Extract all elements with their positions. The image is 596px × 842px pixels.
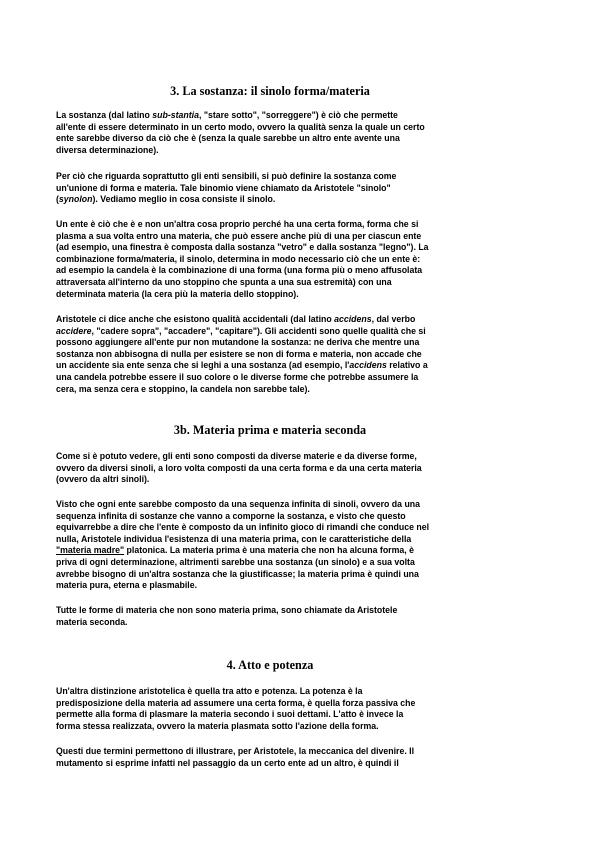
text-line [56,557,486,569]
hyperlink-materia-madre[interactable]: "materia madre" [56,545,125,556]
paragraph-accidenti [56,314,486,395]
text-line [56,534,486,546]
text-run: cera, ma senza cera e stoppino, la candela non sarebbe tale). [56,383,310,394]
text-line [56,372,486,384]
text-line [56,133,486,145]
section-heading-materia-prima: 3b. Materia prima e materia seconda [173,423,367,437]
italic-term: accidere [56,325,92,336]
paragraph-materia-seconda [56,605,486,628]
text-run: Un'altra distinzione aristotelica è quella tra atto e potenza. La potenza è la [56,686,363,696]
italic-term: synolon [58,194,93,205]
text-line [56,171,486,183]
text-line [56,384,486,396]
text-run: nulla, Aristotele individua l'esistenza di una materia prima, con le caratteristiche della [56,533,412,544]
text-run: platonica. La materia prima è una materia che non ha alcuna forma, è [124,545,414,556]
text-run: Come si è potuto vedere, gli enti sono composti da diverse materie e da diverse forme, [56,451,417,461]
text-line [56,110,486,122]
text-run: La sostanza (dal latino [56,110,153,120]
text-run: attraversata all'interno da uno stoppino che spunta a una sua estremità) con una [56,276,392,287]
text-run: priva di ogni determinazione, altrimenti sarebbe una sostanza (un sinolo) e a sua volta [56,556,415,567]
text-line [56,314,486,326]
text-run: mutamento si esprime infatti nel passaggio da un certo ente ad un altro, è quindi il [56,757,399,768]
text-line [56,122,486,134]
text-line [56,277,486,289]
text-run: diversa determinazione). [56,144,159,155]
text-line [56,183,486,195]
text-line [56,605,486,617]
text-line [56,686,486,698]
italic-term: sub-stantia [152,110,199,120]
text-line [56,522,486,534]
text-run: materia pura, eterna e plasmabile. [56,580,198,591]
text-run: Per ciò che riguarda soprattutto gli enti sensibili, si può definire la sostanza come [56,171,397,181]
text-line [56,545,486,557]
italic-term: accidens [334,314,372,324]
paragraph-materia-prima [56,499,486,592]
text-run: Aristotele ci dice anche che esistono qualità accidentali (dal latino [56,314,335,324]
text-run: ad esempio la candela è la combinazione di una forma (una forma più o meno affusolata [56,265,423,276]
text-line [56,360,486,372]
text-run: relativo a [386,360,428,371]
paragraph-sostanza-definition [56,110,486,156]
paragraph-enti-composti [56,451,486,486]
text-run: , "stare sotto", "sorreggere") è ciò che permette [198,110,398,120]
text-line [56,474,486,486]
text-run: Questi due termini permettono di illustrare, per Aristotele, la meccanica del divenire. Il [56,746,415,756]
text-run: ( [56,194,59,205]
text-line [56,254,486,266]
text-run: ovvero da diversi sinoli, a loro volta composti da una certa forma e da una certa materia [56,462,422,473]
text-line [56,617,486,629]
text-run: un accidente sia ente senza che si leghi a una sostanza (ad esempio, l' [56,360,350,371]
text-run: forma stessa realizzata, ovvero la materia plasmata sotto l'azione della forma. [56,720,379,731]
text-run: Visto che ogni ente sarebbe composto da una sequenza infinita di sinoli, ovvero da una [56,499,421,509]
text-run: sequenza infinita di sostanze che vanno a comporne la sostanza, e visto che questo [56,510,406,521]
text-line [56,451,486,463]
text-line [56,289,486,301]
text-line [56,219,486,231]
paragraph-sinolo-intro [56,171,486,206]
paragraph-atto-potenza [56,686,486,732]
text-run: determinata materia (la cera più la materia dello stoppino). [56,288,299,299]
text-line [56,499,486,511]
text-line [56,758,486,770]
text-run: equivarrebbe a dire che l'ente è composto da un infinito gioco di rimandi che conduce nel [56,522,430,533]
text-run: Tutte le forme di materia che non sono materia prima, sono chiamate da Aristotele [56,605,398,615]
text-run: plasma a sua volta entro una materia, che può essere anche più di una per ciascun ente [56,230,422,241]
text-line [56,569,486,581]
text-line [56,463,486,475]
text-line [56,337,486,349]
text-run: , dal verbo [371,314,416,324]
text-run: Un ente è ciò che è e non un'altra cosa proprio perché ha una certa forma, forma che si [56,219,419,229]
text-line [56,231,486,243]
text-run: predisposizione della materia ad assumere una certa forma, è quella forza passiva che [56,697,416,708]
text-line [56,194,486,206]
text-run: combinazione forma/materia, il sinolo, determina in modo necessario ciò che un ente è: [56,253,421,264]
text-line [56,746,486,758]
text-run: avrebbe bisogno di un'altra sostanza che la giustificasse; la materia prima è quindi una [56,568,419,579]
text-run: materia seconda. [56,616,128,627]
text-line [56,580,486,592]
text-run: , "cadere sopra", "accadere", "capitare"). Gli accidenti sono quelle qualità che si [91,325,426,336]
text-run: ). Vediamo meglio in cosa consiste il sinolo. [92,194,276,205]
text-run: un'unione di forma e materia. Tale binomio viene chiamato da Aristotele "sinolo" [56,182,391,193]
italic-term: accidens [349,360,387,371]
text-line [56,698,486,710]
text-run: ente sarebbe diverso da ciò che è (senza la quale sarebbe un altro ente avente una [56,133,400,144]
text-run: all'ente di essere determinato in un certo modo, ovvero la qualità senza la quale un certo [56,121,425,132]
text-run: (ad esempio, una finestra è composta dalla sostanza "vetro" e dalla sostanza "legno"). La [56,242,429,253]
text-line [56,721,486,733]
text-line [56,145,486,157]
text-line [56,511,486,523]
section-heading-atto-potenza: 4. Atto e potenza [226,658,314,672]
text-run: (ovvero da altri sinoli). [56,474,150,485]
text-run: permette alla forma di plasmare la materia secondo i suoi dettami. L'atto è invece la [56,709,404,720]
text-line [56,349,486,361]
paragraph-divenire [56,746,486,769]
text-run: possono aggiungere all'ente pur non mutandone la sostanza: ne deriva che mentre una [56,337,420,348]
section-heading-sostanza: 3. La sostanza: il sinolo forma/materia [170,84,370,98]
text-run: sostanza non abbisogna di nulla per esistere se non di forma e materia, non accade che [56,348,422,359]
text-line [56,326,486,338]
text-line [56,265,486,277]
text-line [56,709,486,721]
text-run: una candela potrebbe essere il suo colore o le diverse forme che potrebbe assumere la [56,371,419,382]
paragraph-forma-materia [56,219,486,300]
text-line [56,242,486,254]
